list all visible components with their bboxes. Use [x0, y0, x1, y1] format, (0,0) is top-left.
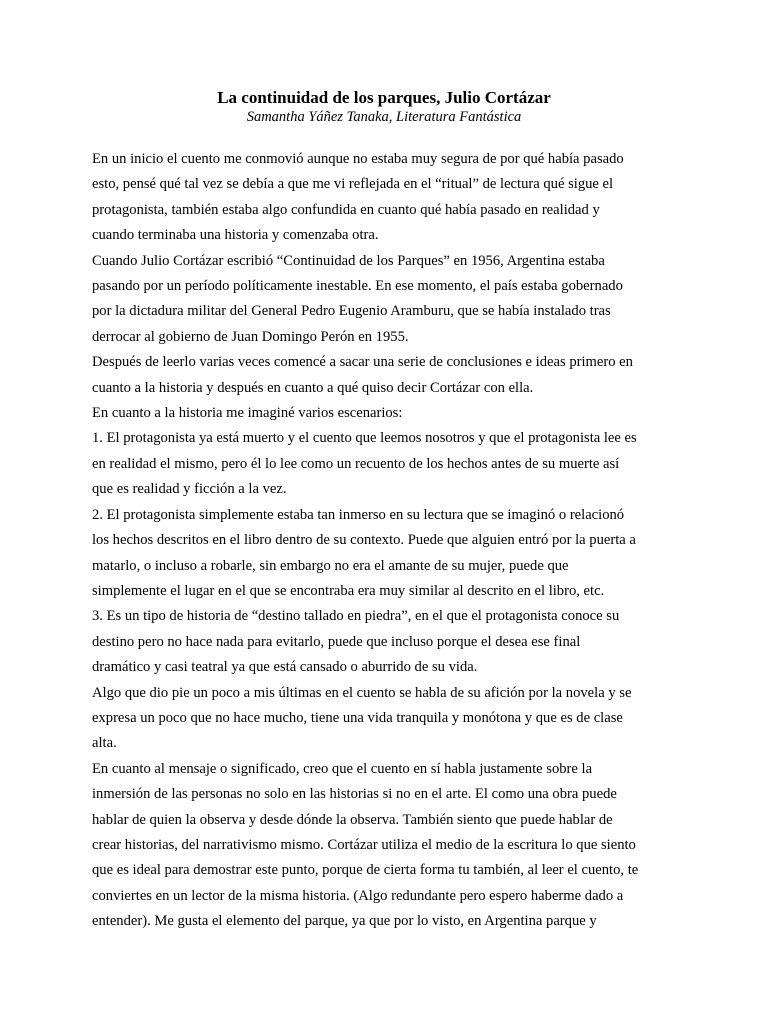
paragraph: [92, 350, 676, 401]
text-line: pasando por un período políticamente inestable. En ese momento, el país estaba gobernado: [92, 278, 623, 295]
text-line: expresa un poco que no hace mucho, tiene una vida tranquila y monótona y que es de clase: [92, 709, 623, 726]
text-line: alta.: [92, 735, 117, 752]
text-line: 2. El protagonista simplemente estaba tan inmerso en su lectura que se imaginó o relacionó: [92, 506, 625, 523]
text-line: hablar de quien la observa y desde dónde la observa. También siento que puede hablar de: [92, 811, 613, 828]
text-line: entender). Me gusta el elemento del parque, ya que por lo visto, en Argentina parque y: [92, 913, 597, 930]
text-line: matarlo, o incluso a robarle, sin embargo no era el amante de su mujer, puede que: [92, 557, 569, 574]
paragraph: [92, 503, 676, 605]
text-line: En un inicio el cuento me conmovió aunque no estaba muy segura de por qué había pasado: [92, 151, 624, 167]
document-title: La continuidad de los parques, Julio Cortázar: [217, 88, 551, 107]
text-line: simplemente el lugar en el que se encontraba era muy similar al descrito en el libro, etc.: [92, 582, 605, 599]
text-line: por la dictadura militar del General Pedro Eugenio Aramburu, que se había instalado tras: [92, 303, 611, 320]
paragraph: [92, 249, 676, 351]
paragraph: [92, 604, 676, 680]
paragraph: [92, 401, 676, 426]
text-line: los hechos descritos en el libro dentro de su contexto. Puede que alguien entró por la puerta a: [92, 532, 636, 549]
text-line: cuanto a la historia y después en cuanto a qué quiso decir Cortázar con ella.: [92, 379, 534, 396]
text-line: que es ideal para demostrar este punto, porque de cierta forma tu también, al leer el cuento, te: [92, 862, 639, 879]
paragraph: [92, 757, 676, 935]
text-line: derrocar al gobierno de Juan Domingo Perón en 1955.: [92, 328, 409, 345]
text-line: inmersión de las personas no solo en las historias si no en el arte. El como una obra puede: [92, 786, 617, 803]
text-line: destino pero no hace nada para evitarlo, puede que incluso porque el desea ese final: [92, 633, 581, 650]
text-line: Cuando Julio Cortázar escribió “Continuidad de los Parques” en 1956, Argentina estaba: [92, 252, 605, 269]
text-line: 1. El protagonista ya está muerto y el cuento que leemos nosotros y que el protagonista lee es: [92, 430, 637, 447]
text-line: esto, pensé qué tal vez se debía a que me vi reflejada en el “ritual” de lectura qué sigue el: [92, 176, 614, 193]
text-line: que es realidad y ficción a la vez.: [92, 481, 287, 498]
document-subtitle: Samantha Yáñez Tanaka, Literatura Fantástica: [246, 109, 522, 125]
text-line: en realidad el mismo, pero él lo lee como un recuento de los hechos antes de su muerte así: [92, 455, 620, 472]
text-line: En cuanto al mensaje o significado, creo que el cuento en sí habla justamente sobre la: [92, 760, 593, 777]
text-line: Algo que dio pie un poco a mis últimas en el cuento se habla de su afición por la novela y se: [92, 684, 632, 701]
paragraph: [92, 681, 676, 757]
text-line: crear historias, del narrativismo mismo. Cortázar utiliza el medio de la escritura lo que siento: [92, 836, 636, 853]
text-line: Después de leerlo varias veces comencé a sacar una serie de conclusiones e ideas primero en: [92, 354, 633, 371]
text-line: 3. Es un tipo de historia de “destino tallado en piedra”, en el que el protagonista conoce su: [92, 608, 620, 625]
text-line: En cuanto a la historia me imaginé varios escenarios:: [92, 405, 403, 422]
text-line: protagonista, también estaba algo confundida en cuanto qué había pasado en realidad y: [92, 201, 600, 218]
paragraph: [92, 426, 676, 502]
text-line: cuando terminaba una historia y comenzaba otra.: [92, 227, 379, 244]
text-line: dramático y casi teatral ya que está cansado o aburrido de su vida.: [92, 659, 478, 676]
document-body: [92, 147, 676, 935]
paragraph: [92, 147, 676, 249]
text-line: conviertes en un lector de la misma historia. (Algo redundante pero espero haberme dado a: [92, 887, 624, 904]
